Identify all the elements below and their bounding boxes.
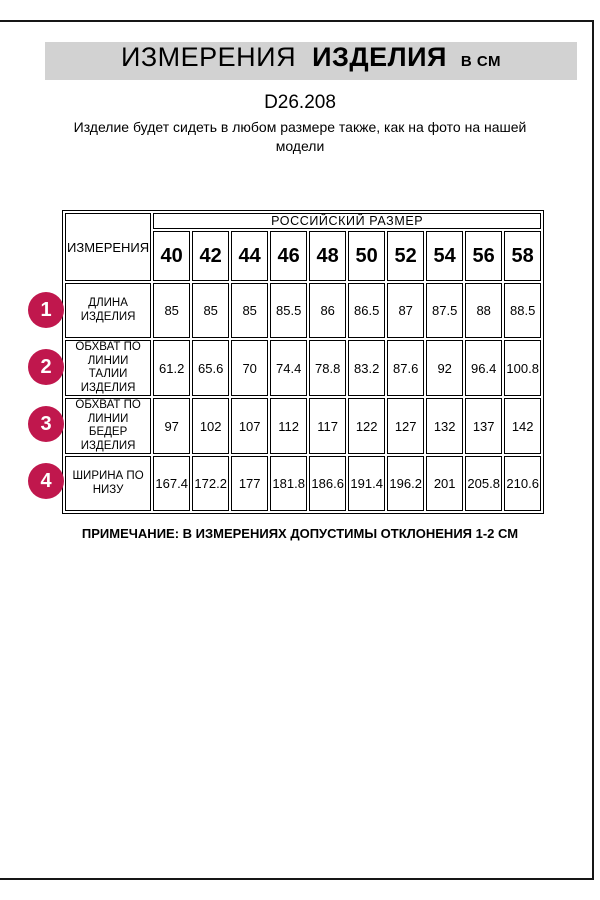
size-header-cell: 58 xyxy=(504,231,541,281)
group-header-row xyxy=(65,213,541,229)
size-header-cell: 46 xyxy=(270,231,307,281)
table-row xyxy=(65,456,541,511)
value-cell: 100.8 xyxy=(504,340,541,396)
value-cell: 85 xyxy=(153,283,190,338)
size-header-cell: 54 xyxy=(426,231,463,281)
value-cell: 85 xyxy=(231,283,268,338)
value-cell: 85.5 xyxy=(270,283,307,338)
value-cell: 86 xyxy=(309,283,346,338)
value-cell: 210.6 xyxy=(504,456,541,511)
value-cell: 201 xyxy=(426,456,463,511)
table-row xyxy=(65,398,541,454)
value-cell: 92 xyxy=(426,340,463,396)
measurements-header-cell: ИЗМЕРЕНИЯ xyxy=(65,213,151,281)
value-cell: 137 xyxy=(465,398,502,454)
value-cell: 74.4 xyxy=(270,340,307,396)
row-number-badge: 4 xyxy=(28,463,64,499)
value-cell: 112 xyxy=(270,398,307,454)
value-cell: 181.8 xyxy=(270,456,307,511)
tolerance-note: ПРИМЕЧАНИЕ: В ИЗМЕРЕНИЯХ ДОПУСТИМЫ ОТКЛОНЕНИЯ 1-2 СМ xyxy=(81,526,519,541)
value-cell: 205.8 xyxy=(465,456,502,511)
value-cell: 85 xyxy=(192,283,229,338)
title-bar xyxy=(45,42,577,80)
value-cell: 70 xyxy=(231,340,268,396)
size-header-cell: 44 xyxy=(231,231,268,281)
table-row xyxy=(65,283,541,338)
size-header-cell: 48 xyxy=(309,231,346,281)
value-cell: 122 xyxy=(348,398,385,454)
row-label-cell: ДЛИНА ИЗДЕЛИЯ xyxy=(65,283,151,338)
size-header-cell: 40 xyxy=(153,231,190,281)
size-table-head xyxy=(65,213,541,281)
title-product: ИЗДЕЛИЯ xyxy=(312,42,447,72)
value-cell: 102 xyxy=(192,398,229,454)
row-label-cell: ШИРИНА ПО НИЗУ xyxy=(65,456,151,511)
product-code: D26.208 xyxy=(264,92,336,113)
size-header-cell: 50 xyxy=(348,231,385,281)
size-table-body xyxy=(65,283,541,511)
value-cell: 127 xyxy=(387,398,424,454)
value-cell: 186.6 xyxy=(309,456,346,511)
value-cell: 191.4 xyxy=(348,456,385,511)
row-label-cell: ОБХВАТ ПО ЛИНИИ ТАЛИИ ИЗДЕЛИЯ xyxy=(65,340,151,396)
size-header-cell: 52 xyxy=(387,231,424,281)
title-measurements: ИЗМЕРЕНИЯ xyxy=(120,42,297,72)
value-cell: 167.4 xyxy=(153,456,190,511)
value-cell: 177 xyxy=(231,456,268,511)
size-group-header-cell: РОССИЙСКИЙ РАЗМЕР xyxy=(153,213,541,229)
row-label-cell: ОБХВАТ ПО ЛИНИИ БЕДЕР ИЗДЕЛИЯ xyxy=(65,398,151,454)
value-cell: 87.6 xyxy=(387,340,424,396)
value-cell: 88.5 xyxy=(504,283,541,338)
value-cell: 96.4 xyxy=(465,340,502,396)
value-cell: 83.2 xyxy=(348,340,385,396)
value-cell: 107 xyxy=(231,398,268,454)
row-number-badge: 2 xyxy=(28,349,64,385)
value-cell: 142 xyxy=(504,398,541,454)
size-header-cell: 42 xyxy=(192,231,229,281)
value-cell: 87.5 xyxy=(426,283,463,338)
table-row xyxy=(65,340,541,396)
value-cell: 196.2 xyxy=(387,456,424,511)
row-number-badge: 1 xyxy=(28,292,64,328)
title-units: В СМ xyxy=(460,53,502,70)
size-header-cell: 56 xyxy=(465,231,502,281)
value-cell: 117 xyxy=(309,398,346,454)
value-cell: 86.5 xyxy=(348,283,385,338)
size-table xyxy=(62,210,544,514)
value-cell: 132 xyxy=(426,398,463,454)
value-cell: 78.8 xyxy=(309,340,346,396)
value-cell: 97 xyxy=(153,398,190,454)
value-cell: 88 xyxy=(465,283,502,338)
value-cell: 87 xyxy=(387,283,424,338)
value-cell: 61.2 xyxy=(153,340,190,396)
product-description: Изделие будет сидеть в любом размере также, как на фото на нашей модели xyxy=(73,119,527,154)
value-cell: 172.2 xyxy=(192,456,229,511)
value-cell: 65.6 xyxy=(192,340,229,396)
row-number-badge: 3 xyxy=(28,406,64,442)
